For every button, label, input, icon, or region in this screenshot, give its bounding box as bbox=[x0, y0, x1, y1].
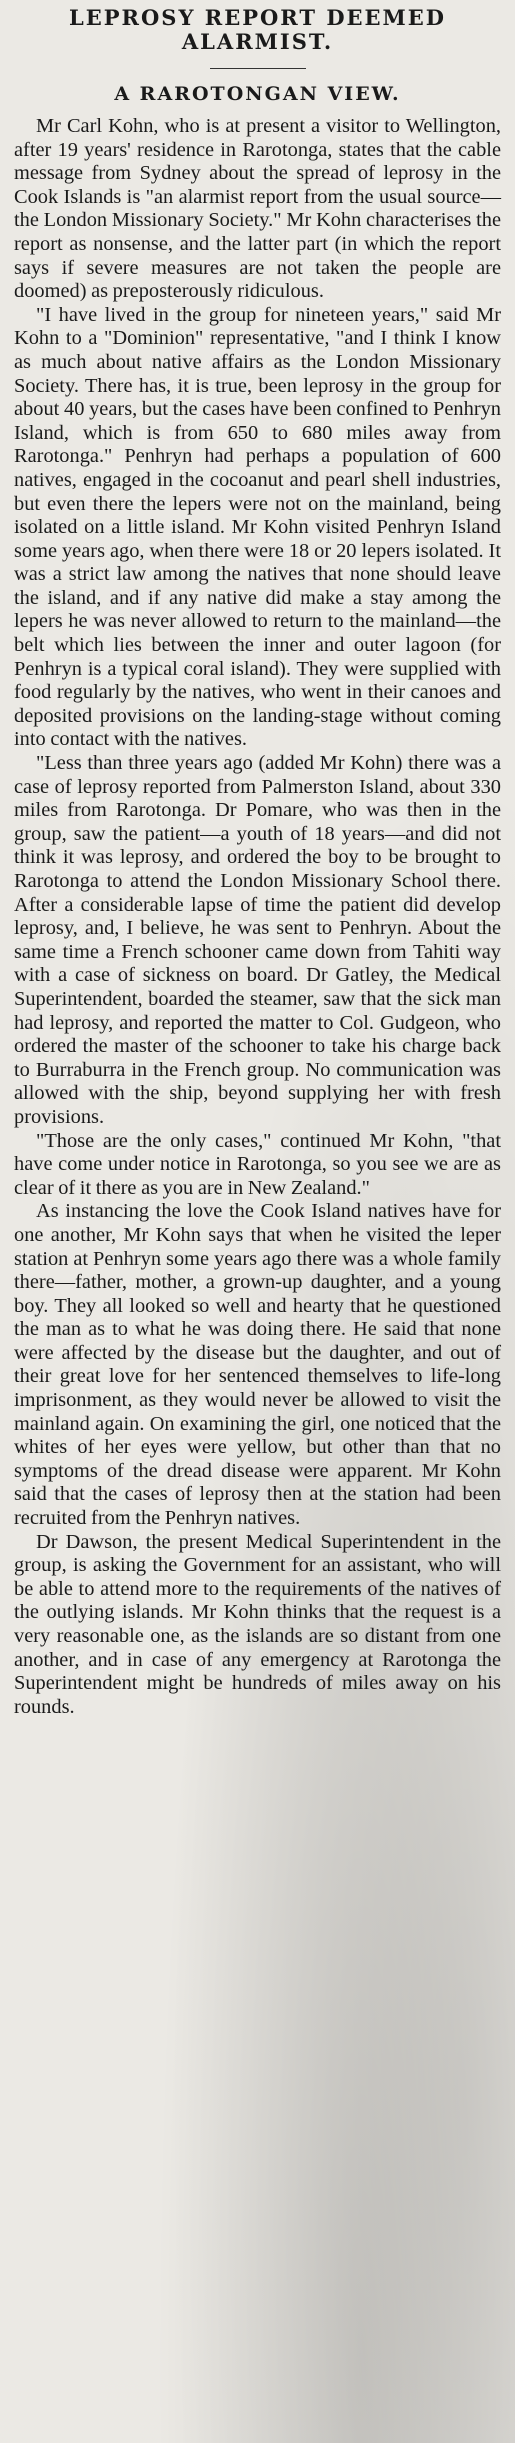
paragraph-1: Mr Carl Kohn, who is at present a visitor to Wellington, after 19 years' residence in Rarotonga, states that the cable message from Sydney about the spread of leprosy in the Cook Islands is "an alarmist report from the usual source—the London Missionary Society." Mr Kohn characterises the report as nonsense, and the latter part (in which the report says if severe measures are not taken the people are doomed) as preposterously ridiculous. bbox=[14, 115, 501, 303]
subheadline: A RAROTONGAN VIEW. bbox=[114, 83, 401, 105]
headline-line-2: ALARMIST. bbox=[181, 29, 334, 54]
paragraph-6: Dr Dawson, the present Medical Superintendent in the group, is asking the Government for an assistant, who will be able to attend more to the requirements of the natives of the outlying islands. Mr Kohn thinks that the request is a very reasonable one, as the islands are so distant from one another, and in case of any emergency at Rarotonga the Superintendent might be hundreds of miles away on his rounds. bbox=[14, 1530, 501, 1718]
paragraph-3: "Less than three years ago (added Mr Kohn) there was a case of leprosy reported from Palmerston Island, about 330 miles from Rarotonga. Dr Pomare, who was then in the group, saw the patient—a youth of 18 years—and did not think it was leprosy, and ordered the boy to be brought to Rarotonga to attend the London Missionary School there. After a considerable lapse of time the patient did develop leprosy, and, I believe, he was sent to Penhryn. About the same time a French schooner came down from Tahiti way with a case of sickness on board. Dr Gatley, the Medical Superintendent, boarded the steamer, saw that the sick man had leprosy, and reported the matter to Col. Gudgeon, who ordered the master of the schooner to take his charge back to Burraburra in the French group. No communication was allowed with the ship, beyond supplying her with fresh provisions. bbox=[14, 752, 501, 1128]
paragraph-4: "Those are the only cases," continued Mr Kohn, "that have come under notice in Rarotonga, so you see we are as clear of it there as you are in New Zealand." bbox=[14, 1129, 501, 1199]
paragraph-2: "I have lived in the group for nineteen years," said Mr Kohn to a "Dominion" representative, "and I think I know as much about native affairs as the London Missionary Society. There has, it is true, been leprosy in the group for about 40 years, but the cases have been confined to Penhryn Island, which is from 650 to 680 miles away from Rarotonga." Penhryn had perhaps a population of 600 natives, engaged in the cocoanut and pearl shell industries, but even there the lepers were not on the mainland, being isolated on a little island. Mr Kohn visited Penhryn Island some years ago, when there were 18 or 20 lepers isolated. It was a strict law among the natives that none should leave the island, and if any native did make a stay among the lepers he was never allowed to return to the mainland—the belt which lies between the inner and outer lagoon (for Penhryn is a typical coral island). They were supplied with food regularly by the natives, who went in their canoes and deposited provisions on the landing-stage without coming into contact with the natives. bbox=[14, 303, 501, 751]
headline-line-1: LEPROSY REPORT DEEMED bbox=[68, 5, 447, 30]
headline-divider bbox=[210, 68, 306, 69]
paragraph-5: As instancing the love the Cook Island natives have for one another, Mr Kohn says that when he visited the leper station at Penhryn some years ago there was a whole family there—father, mother, a grown-up daughter, and a young boy. They all looked so well and hearty that he questioned the man as to what he was doing there. He said that none were affected by the disease but the daughter, and out of their great love for her sentenced themselves to life-long imprisonment, as they would never be allowed to visit the mainland again. On examining the girl, one noticed that the whites of her eyes were yellow, but other than that no symptoms of the dread disease were apparent. Mr Kohn said that the cases of leprosy then at the station had been recruited from the Penhryn natives. bbox=[14, 1200, 501, 1530]
article-body bbox=[14, 115, 501, 1719]
